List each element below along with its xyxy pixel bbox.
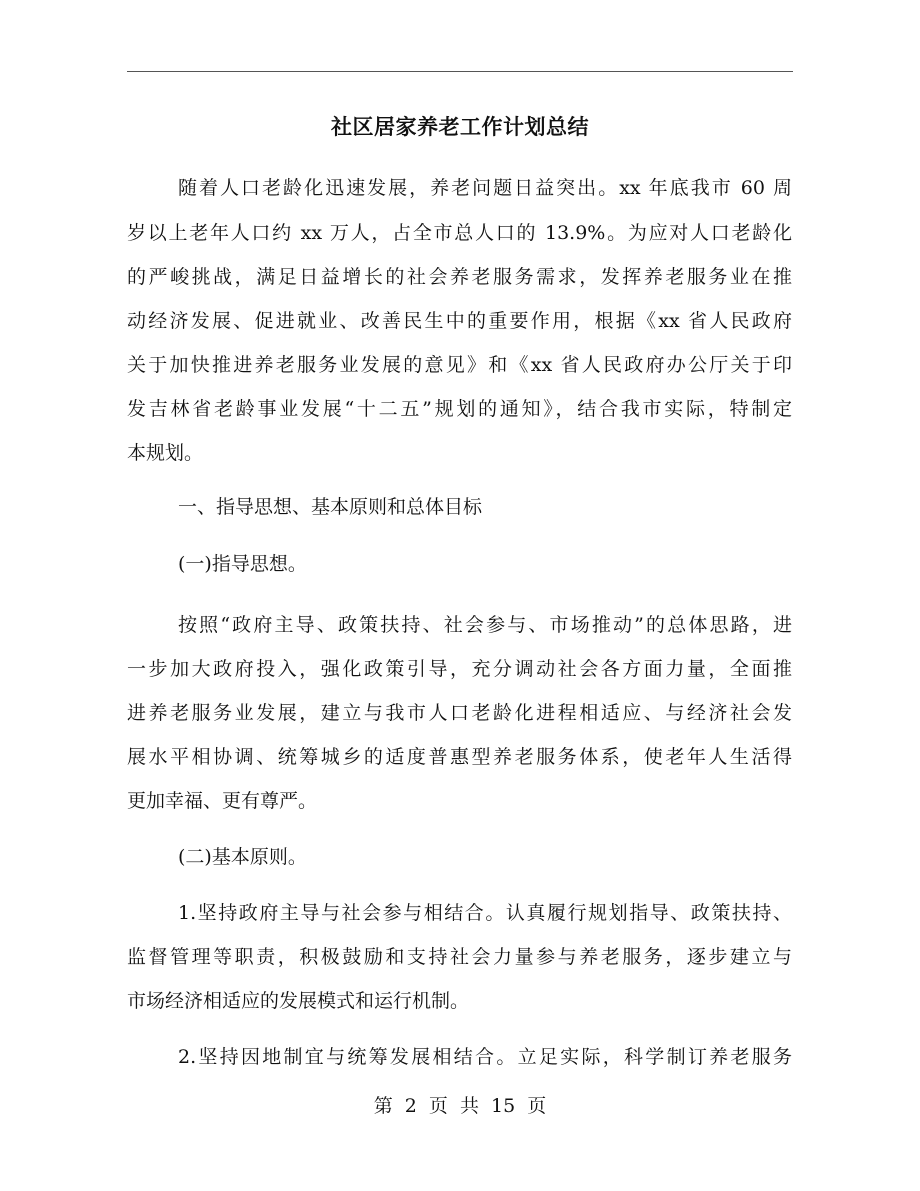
body-line: 进养老服务业发展，建立与我市人口老龄化进程相适应、与经济社会发 [127,702,792,724]
body-line: 岁以上老年人口约 xx 万人，占全市总人口的 13.9%。为应对人口老龄化 [127,222,792,244]
body-line: 随着人口老龄化迅速发展，养老问题日益突出。xx 年底我市 60 周 [178,177,792,199]
body-line: 发吉林省老龄事业发展“十二五”规划的通知》，结合我市实际，特制定 [127,398,792,420]
body-line: 的严峻挑战，满足日益增长的社会养老服务需求，发挥养老服务业在推 [127,266,792,288]
body-line: 2.坚持因地制宜与统筹发展相结合。立足实际，科学制订养老服务 [178,1046,792,1068]
body-line: 更加幸福、更有尊严。 [127,790,318,812]
body-line: 1.坚持政府主导与社会参与相结合。认真履行规划指导、政策扶持、 [178,902,792,924]
document-title: 社区居家养老工作计划总结 [331,114,589,139]
header-rule [127,71,793,72]
body-line: 按照“政府主导、政策扶持、社会参与、市场推动”的总体思路，进 [178,614,792,636]
body-line: 动经济发展、促进就业、改善民生中的重要作用，根据《xx 省人民政府 [127,310,792,332]
body-line: 市场经济相适应的发展模式和运行机制。 [127,990,470,1012]
body-line: 监督管理等职责，积极鼓励和支持社会力量参与养老服务，逐步建立与 [127,946,792,968]
subsection-heading: (一)指导思想。 [178,553,307,575]
section-heading: 一、指导思想、基本原则和总体目标 [178,496,483,518]
body-line: 一步加大政府投入，强化政策引导，充分调动社会各方面力量，全面推 [127,658,792,680]
body-line: 展水平相协调、统筹城乡的适度普惠型养老服务体系，使老年人生活得 [127,746,792,768]
body-line: 本规划。 [127,442,204,464]
body-line: 关于加快推进养老服务业发展的意见》和《xx 省人民政府办公厅关于印 [127,354,792,376]
subsection-heading: (二)基本原则。 [178,846,307,868]
page-number: 第 2 页 共 15 页 [373,1095,547,1117]
